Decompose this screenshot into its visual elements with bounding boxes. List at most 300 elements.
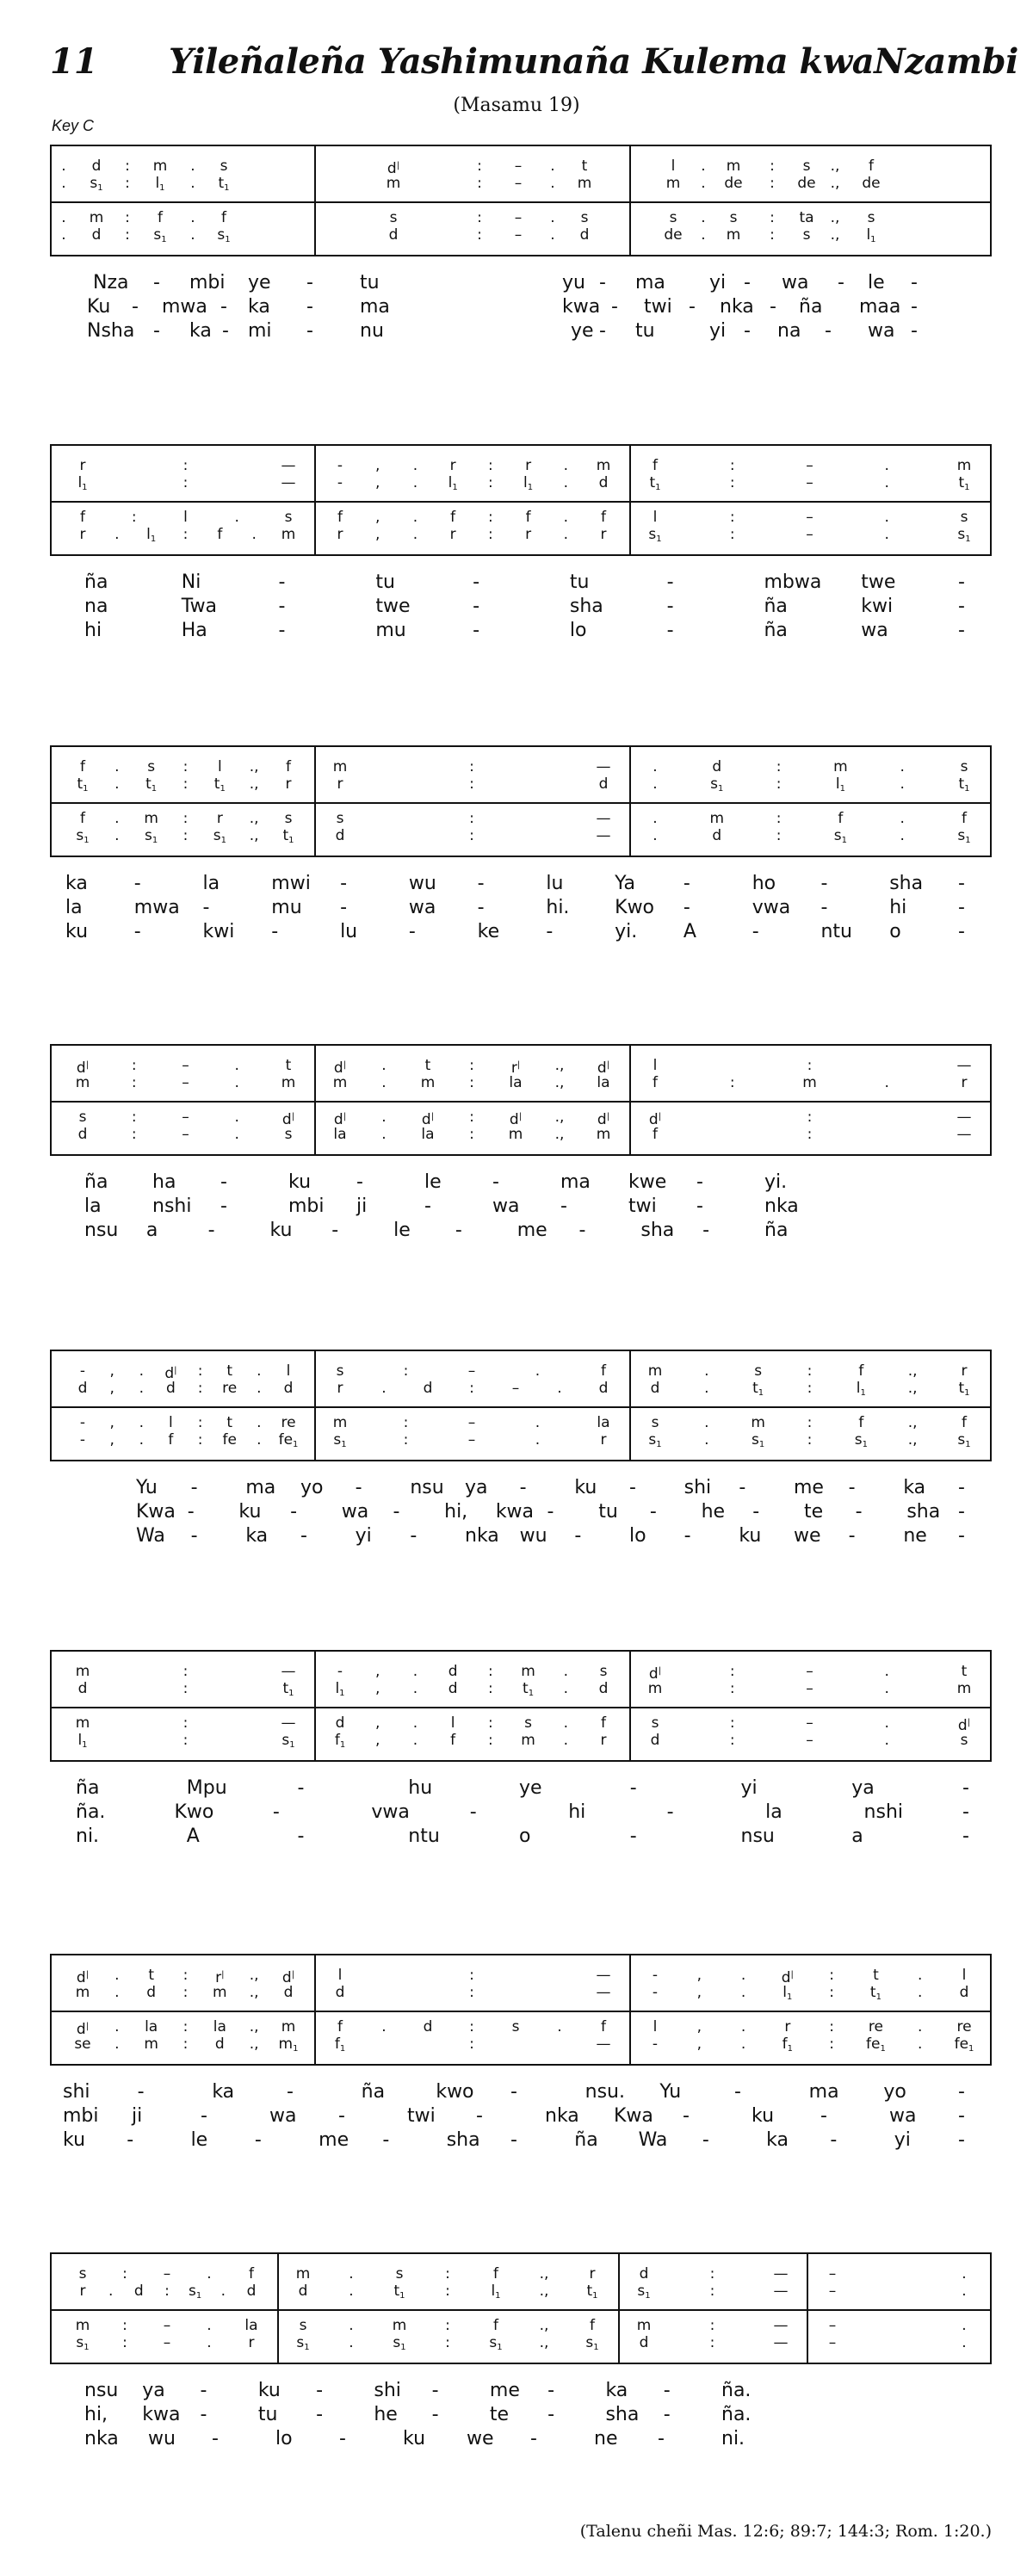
- note-symbol: r: [79, 457, 86, 474]
- note-symbol: m: [281, 526, 296, 543]
- note-symbol: m: [75, 1663, 90, 1680]
- note-symbol: $l_1$: [155, 175, 165, 193]
- lyric-syllable: ye: [571, 320, 594, 342]
- note-symbol: s: [284, 509, 293, 526]
- note-symbol: .,: [907, 1380, 918, 1397]
- note-symbol: fe: [222, 1431, 237, 1449]
- lyric-syllable: -: [958, 1501, 965, 1523]
- lyric-syllable: na: [777, 320, 801, 342]
- note-symbol: r: [337, 526, 343, 543]
- note-symbol: m: [295, 2265, 311, 2283]
- lyric-syllable: la: [84, 1195, 102, 1217]
- lyric-syllable: -: [431, 2404, 439, 2425]
- note-symbol: .: [884, 526, 889, 543]
- note-symbol: -: [652, 2035, 659, 2053]
- note-symbol: m: [636, 2317, 652, 2334]
- lyric-syllable: mu: [271, 897, 302, 918]
- lyric-syllable: -: [133, 921, 141, 942]
- note-symbol: :: [729, 457, 735, 474]
- note-symbol: —: [281, 1663, 296, 1680]
- note-symbol: $l_1$: [77, 474, 88, 492]
- lyric-syllable: -: [958, 596, 965, 617]
- note-symbol: ,: [375, 1680, 380, 1697]
- lyric-syllable: Twa: [181, 596, 218, 617]
- lyric-syllable: -: [455, 1220, 462, 1241]
- lyric-syllable: -: [663, 2380, 671, 2401]
- note-symbol: d: [712, 827, 722, 844]
- note-symbol: –: [511, 1380, 520, 1397]
- note-symbol: d: [598, 775, 609, 793]
- note-symbol: f: [869, 158, 874, 175]
- lyric-syllable: o: [519, 1825, 531, 1847]
- note-symbol: :: [807, 1057, 813, 1074]
- note-symbol: re: [222, 1380, 238, 1397]
- lyric-syllable: wu: [519, 1525, 547, 1547]
- lyric-syllable: ma: [360, 296, 390, 318]
- note-symbol: ,: [109, 1431, 114, 1449]
- note-symbol: .: [653, 775, 658, 793]
- lyric-syllable: ku: [752, 2105, 775, 2127]
- note-symbol: l: [653, 1057, 658, 1074]
- note-symbol: d: [423, 1380, 433, 1397]
- lyric-syllable: tu: [598, 1501, 618, 1523]
- lyric-syllable: hi,: [84, 2404, 108, 2425]
- lyric-syllable: -: [222, 320, 229, 342]
- lyric-syllable: lu: [546, 873, 564, 894]
- note-symbol: :: [477, 209, 482, 226]
- note-symbol: –: [514, 175, 523, 192]
- note-symbol: .: [962, 2265, 967, 2283]
- lyric-syllable: -: [770, 296, 776, 318]
- lyric-syllable: -: [752, 1501, 760, 1523]
- lyric-syllable: ho: [752, 873, 776, 894]
- lyric-syllable: ña: [764, 596, 788, 617]
- note-symbol: :: [469, 758, 474, 775]
- note-symbol: :: [125, 226, 130, 244]
- note-symbol: f: [286, 758, 291, 775]
- note-symbol: m: [647, 1362, 663, 1380]
- note-symbol: :: [182, 1967, 189, 1984]
- lyric-syllable: sha: [640, 1220, 675, 1241]
- note-symbol: .: [114, 1967, 120, 1984]
- lyric-syllable: -: [683, 873, 690, 894]
- note-symbol: .,: [249, 758, 259, 775]
- note-symbol: :: [469, 1984, 474, 2001]
- note-symbol: t: [961, 1663, 968, 1680]
- bar-line: [314, 1652, 316, 1760]
- note-symbol: .: [962, 2334, 967, 2351]
- lyric-syllable: Kwo: [174, 1801, 214, 1823]
- note-symbol: .,: [539, 2334, 549, 2351]
- lyric-syllable: shi: [374, 2380, 401, 2401]
- note-symbol: .: [349, 2334, 354, 2351]
- lyric-syllable: -: [153, 272, 160, 293]
- note-symbol: $t_1$: [77, 775, 89, 794]
- note-symbol: .: [740, 1984, 746, 2001]
- note-symbol: –: [806, 1732, 813, 1749]
- lyric-syllable: -: [201, 2105, 207, 2127]
- note-symbol: $l_1$: [835, 775, 845, 794]
- note-symbol: $l_1$: [866, 226, 876, 244]
- note-symbol: :: [487, 509, 493, 526]
- note-symbol: r|: [215, 1969, 225, 1986]
- lyric-syllable: -: [629, 1825, 637, 1847]
- note-symbol: m: [332, 758, 348, 775]
- lyric-syllable: mwi: [271, 873, 311, 894]
- lyric-syllable: ka: [605, 2380, 628, 2401]
- lyric-syllable: yi.: [764, 1171, 788, 1193]
- note-symbol: m: [596, 1126, 611, 1143]
- lyric-syllable: ne: [594, 2428, 618, 2449]
- note-symbol: la: [597, 1414, 610, 1431]
- lyric-syllable: ku: [269, 1220, 293, 1241]
- lyric-syllable: Mpu: [186, 1777, 227, 1799]
- lyric-syllable: -: [355, 1477, 362, 1498]
- lyric-syllable: nka: [764, 1195, 799, 1217]
- lyric-syllable: -: [132, 296, 139, 318]
- note-symbol: l: [671, 158, 676, 175]
- lyric-syllable: -: [547, 1501, 554, 1523]
- note-symbol: .: [563, 1714, 568, 1732]
- note-symbol: :: [182, 2018, 189, 2035]
- note-symbol: .,: [249, 827, 259, 844]
- lyric-syllable: ku: [238, 1501, 262, 1523]
- lyric-syllable: wu: [408, 873, 436, 894]
- note-symbol: l: [286, 1362, 291, 1380]
- music-system-8: [50, 2252, 992, 2364]
- lyric-syllable: tu: [375, 571, 395, 593]
- lyric-syllable: vwa: [371, 1801, 410, 1823]
- lyric-syllable: -: [744, 272, 751, 293]
- lyric-syllable: kwi: [861, 596, 894, 617]
- note-symbol: s: [78, 1109, 87, 1126]
- lyric-syllable: -: [958, 897, 965, 918]
- note-symbol: .: [207, 2265, 212, 2283]
- note-symbol: $s_1$: [854, 1431, 868, 1449]
- note-symbol: .: [918, 2035, 923, 2053]
- lyric-syllable: -: [316, 2404, 324, 2425]
- music-system-5: [50, 1350, 992, 1461]
- note-symbol: m: [726, 226, 741, 244]
- note-symbol: r: [600, 526, 607, 543]
- note-symbol: :: [729, 1680, 735, 1697]
- note-symbol: r: [337, 1380, 343, 1397]
- note-symbol: s: [960, 1732, 968, 1749]
- note-symbol: d: [650, 1732, 660, 1749]
- note-symbol: .: [412, 474, 418, 491]
- note-symbol: .,: [249, 775, 259, 793]
- lyric-syllable: -: [469, 1801, 477, 1823]
- note-symbol: :: [829, 1984, 834, 2001]
- lyric-syllable: -: [187, 1501, 195, 1523]
- lyric-syllable: -: [574, 1525, 582, 1547]
- lyric-syllable: lo: [569, 620, 587, 641]
- note-symbol: .: [114, 526, 120, 543]
- note-symbol: .: [61, 226, 66, 244]
- lyric-syllable: -: [560, 1195, 567, 1217]
- note-symbol: .: [704, 1431, 709, 1449]
- note-symbol: f: [450, 509, 456, 526]
- note-symbol: :: [125, 158, 130, 175]
- note-symbol: .: [918, 1984, 923, 2001]
- note-symbol: $t_1$: [586, 2283, 598, 2301]
- note-symbol: m: [392, 2317, 407, 2334]
- note-symbol: .: [139, 1431, 144, 1449]
- note-symbol: d|: [164, 1365, 177, 1382]
- lyric-syllable: -: [684, 1525, 691, 1547]
- note-symbol: d: [639, 2334, 649, 2351]
- lyric-syllable: ña: [84, 571, 108, 593]
- note-symbol: –: [806, 1714, 813, 1732]
- note-symbol: f: [653, 1126, 658, 1143]
- lyric-syllable: -: [962, 1777, 969, 1799]
- note-symbol: .: [550, 158, 555, 175]
- lyric-syllable: kwe: [628, 1171, 667, 1193]
- lyric-syllable: -: [666, 571, 674, 593]
- note-symbol: m: [726, 158, 741, 175]
- note-symbol: $f_1$: [782, 2035, 794, 2054]
- note-symbol: r: [216, 810, 223, 827]
- note-symbol: f: [962, 810, 967, 827]
- note-symbol: –: [467, 1431, 476, 1449]
- note-symbol: $m_1$: [278, 2035, 299, 2054]
- note-symbol: :: [182, 758, 189, 775]
- note-symbol: d|: [281, 1969, 295, 1986]
- note-symbol: :: [709, 2283, 715, 2300]
- lyric-syllable: ka: [903, 1477, 926, 1498]
- note-symbol: .: [740, 2035, 746, 2053]
- lyric-syllable: yo: [883, 2081, 906, 2103]
- lyric-syllable: sha: [906, 1501, 941, 1523]
- lyric-syllable: tu: [360, 272, 380, 293]
- note-symbol: .,: [539, 2265, 549, 2283]
- lyric-syllable: -: [492, 1171, 499, 1193]
- note-symbol: $fe_1$: [278, 1431, 299, 1449]
- note-symbol: d|: [76, 1059, 90, 1077]
- lyric-syllable: -: [666, 596, 674, 617]
- note-symbol: :: [776, 827, 782, 844]
- note-symbol: .: [701, 226, 706, 244]
- note-symbol: r: [285, 775, 292, 793]
- note-symbol: r: [600, 1431, 607, 1449]
- note-symbol: $s_1$: [637, 2283, 651, 2301]
- lyric-syllable: ke: [477, 921, 500, 942]
- note-symbol: –: [182, 1109, 189, 1126]
- music-system-3: [50, 745, 992, 857]
- note-symbol: r: [600, 1732, 607, 1749]
- note-symbol: :: [709, 2317, 715, 2334]
- note-symbol: .,: [249, 810, 259, 827]
- lyric-syllable: hi,: [444, 1501, 468, 1523]
- note-symbol: s: [389, 209, 398, 226]
- lyric-syllable: -: [911, 320, 918, 342]
- lyric-syllable: sha: [889, 873, 924, 894]
- music-system-4: [50, 1044, 992, 1156]
- lyric-syllable: he: [701, 1501, 726, 1523]
- lyric-syllable: tu: [635, 320, 655, 342]
- note-symbol: $f_1$: [334, 1732, 346, 1750]
- note-symbol: –: [828, 2317, 837, 2334]
- note-symbol: .: [61, 158, 66, 175]
- note-symbol: m: [521, 1732, 535, 1749]
- note-symbol: .,: [554, 1126, 565, 1143]
- note-symbol: d: [712, 758, 722, 775]
- note-symbol: f: [653, 457, 658, 474]
- note-symbol: ,: [375, 457, 380, 474]
- lyric-syllable: wu: [148, 2428, 176, 2449]
- note-symbol: d: [246, 2283, 257, 2300]
- note-symbol: s: [336, 1362, 344, 1380]
- note-symbol: .: [234, 1126, 239, 1143]
- lyric-syllable: -: [473, 571, 480, 593]
- note-symbol: .,: [907, 1414, 918, 1431]
- lyric-syllable: -: [278, 596, 286, 617]
- lyric-syllable: -: [958, 620, 965, 641]
- note-symbol: t: [424, 1057, 431, 1074]
- note-symbol: :: [477, 226, 482, 244]
- note-symbol: ,: [696, 1984, 702, 2001]
- note-symbol: m: [956, 1680, 972, 1697]
- lyric-syllable: ña: [799, 296, 823, 318]
- note-symbol: :: [197, 1362, 203, 1380]
- note-symbol: .: [381, 1109, 387, 1126]
- note-symbol: .: [701, 175, 706, 192]
- lyric-syllable: nka: [465, 1525, 499, 1547]
- note-symbol: .,: [907, 1362, 918, 1380]
- lyric-syllable: -: [278, 571, 286, 593]
- note-symbol: —: [956, 1109, 972, 1126]
- lyric-syllable: Yu: [659, 2081, 682, 2103]
- note-symbol: :: [182, 457, 189, 474]
- note-symbol: f: [493, 2265, 498, 2283]
- note-symbol: d|: [648, 1111, 662, 1128]
- note-symbol: :: [182, 827, 189, 844]
- lyric-syllable: -: [306, 296, 313, 318]
- note-symbol: .,: [249, 2035, 259, 2053]
- note-symbol: $s_1$: [489, 2334, 503, 2352]
- note-symbol: –: [467, 1414, 476, 1431]
- music-system-6: [50, 1650, 992, 1762]
- note-symbol: $s_1$: [833, 827, 847, 845]
- lyric-syllable: mwa: [133, 897, 180, 918]
- lyric-syllable: wa: [861, 620, 888, 641]
- note-symbol: -: [337, 474, 343, 491]
- note-symbol: :: [125, 175, 130, 192]
- note-symbol: :: [469, 775, 474, 793]
- lyric-syllable: -: [599, 272, 606, 293]
- note-symbol: .: [557, 1380, 562, 1397]
- staff-divider: [52, 1101, 990, 1103]
- lyric-syllable: -: [958, 921, 965, 942]
- note-symbol: $l_1$: [856, 1380, 866, 1398]
- lyric-syllable: a: [145, 1220, 158, 1241]
- lyric-syllable: yu: [562, 272, 585, 293]
- note-symbol: –: [806, 509, 813, 526]
- bar-line: [277, 2254, 279, 2363]
- lyric-syllable: ña: [84, 1171, 108, 1193]
- note-symbol: .: [412, 1680, 418, 1697]
- lyric-syllable: mbwa: [764, 571, 822, 593]
- note-symbol: .: [190, 158, 195, 175]
- lyric-syllable: nsu: [410, 1477, 444, 1498]
- note-symbol: de: [724, 175, 743, 192]
- note-symbol: d|: [333, 1059, 347, 1077]
- note-symbol: m: [332, 1414, 348, 1431]
- lyric-syllable: ntu: [408, 1825, 440, 1847]
- note-symbol: .: [349, 2283, 354, 2300]
- note-symbol: d: [91, 226, 102, 244]
- note-symbol: r: [961, 1074, 968, 1091]
- note-symbol: —: [281, 1714, 296, 1732]
- note-symbol: .: [563, 526, 568, 543]
- lyric-syllable: me: [516, 1220, 547, 1241]
- note-symbol: s: [754, 1362, 763, 1380]
- note-symbol: $s_1$: [281, 1732, 295, 1750]
- note-symbol: :: [469, 1057, 474, 1074]
- note-symbol: :: [182, 1984, 189, 2001]
- note-symbol: —: [773, 2283, 789, 2300]
- lyric-syllable: wa: [868, 320, 895, 342]
- note-symbol: $s_1$: [957, 1431, 971, 1449]
- note-symbol: :: [197, 1380, 203, 1397]
- note-symbol: m: [386, 175, 401, 192]
- note-symbol: ,: [696, 1967, 702, 1984]
- lyric-syllable: kwa: [562, 296, 601, 318]
- note-symbol: .: [900, 758, 905, 775]
- lyric-syllable: ha: [152, 1171, 176, 1193]
- lyric-syllable: ji: [356, 1195, 368, 1217]
- lyric-syllable: -: [611, 296, 618, 318]
- note-symbol: :: [445, 2283, 450, 2300]
- note-symbol: r: [449, 526, 456, 543]
- note-symbol: .: [349, 2265, 354, 2283]
- note-symbol: .: [139, 1380, 144, 1397]
- lyric-syllable: ña.: [76, 1801, 106, 1823]
- note-symbol: –: [182, 1074, 189, 1091]
- lyric-syllable: ku: [257, 2380, 281, 2401]
- lyric-syllable: -: [666, 620, 674, 641]
- note-symbol: :: [770, 175, 775, 192]
- hymn-title: Yileñaleña Yashimunaña Kulema kwaNzambi: [169, 41, 1018, 82]
- note-symbol: .: [234, 509, 239, 526]
- note-symbol: —: [773, 2265, 789, 2283]
- note-symbol: f: [838, 810, 844, 827]
- note-symbol: .: [740, 2018, 746, 2035]
- note-symbol: f: [221, 209, 226, 226]
- note-symbol: s: [599, 1663, 608, 1680]
- lyric-syllable: -: [958, 2129, 965, 2151]
- lyric-syllable: -: [408, 921, 416, 942]
- lyric-syllable: sha: [569, 596, 603, 617]
- note-symbol: ,: [375, 509, 380, 526]
- note-symbol: m: [75, 1984, 90, 2001]
- lyric-syllable: sha: [446, 2129, 480, 2151]
- note-symbol: m: [75, 1714, 90, 1732]
- note-symbol: :: [487, 1663, 493, 1680]
- note-symbol: r: [248, 2334, 255, 2351]
- note-symbol: :: [709, 2334, 715, 2351]
- note-symbol: .: [563, 1680, 568, 1697]
- note-symbol: .: [114, 758, 120, 775]
- note-symbol: t: [148, 1967, 154, 1984]
- note-symbol: :: [469, 1074, 474, 1091]
- lyric-syllable: -: [356, 1171, 363, 1193]
- note-symbol: .,: [830, 209, 840, 226]
- bar-line: [314, 1955, 316, 2064]
- lyric-syllable: -: [658, 2428, 665, 2449]
- note-symbol: d: [283, 1984, 294, 2001]
- lyric-syllable: -: [473, 620, 480, 641]
